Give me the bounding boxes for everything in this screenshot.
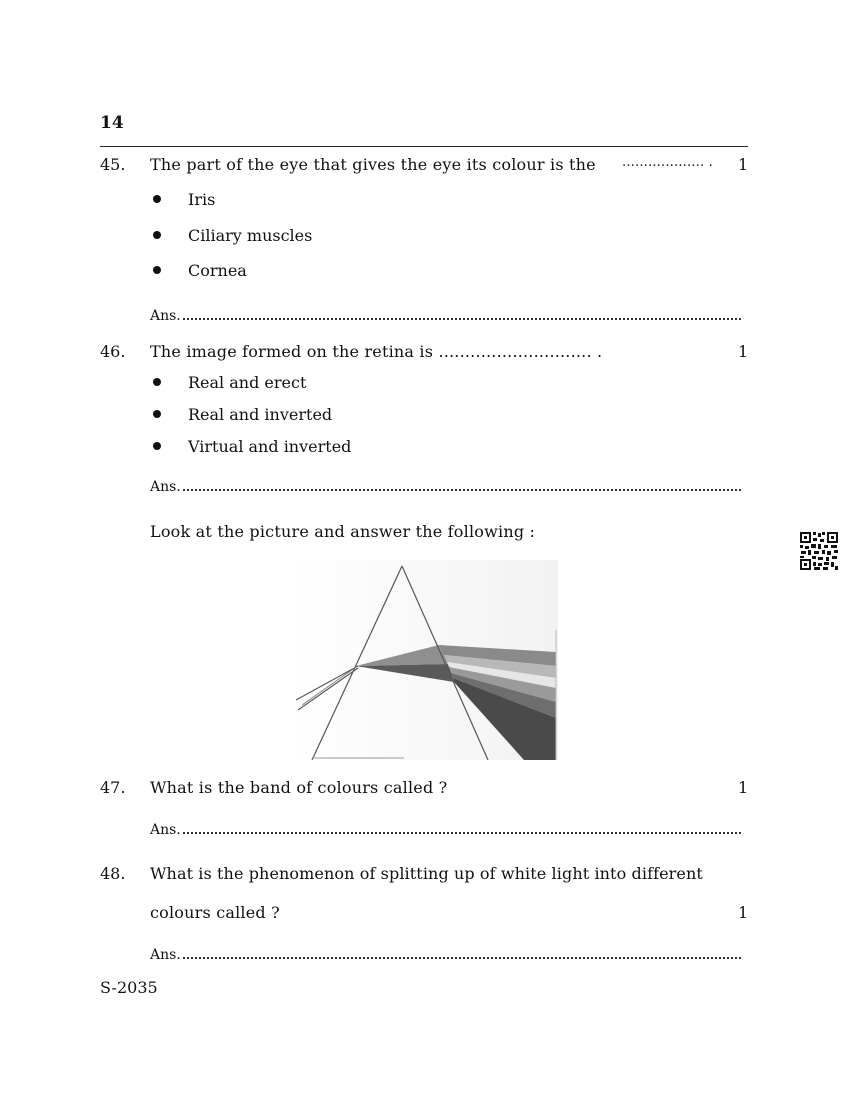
bullet-icon [153, 410, 161, 418]
question-45-number: 45. [100, 155, 126, 174]
header-rule [100, 146, 748, 147]
page-number: 14 [100, 113, 124, 133]
question-46-marks: 1 [738, 342, 749, 361]
answer-dots [183, 479, 741, 491]
question-46-number: 46. [100, 342, 126, 361]
question-48-answer-line[interactable] [150, 947, 741, 963]
question-45-marks: 1 [738, 155, 749, 174]
question-46-text: The image formed on the retina is ............................. . [150, 342, 603, 361]
question-45-option-1: Iris [188, 190, 216, 209]
question-47-number: 47. [100, 778, 126, 797]
answer-label: Ans. [150, 822, 181, 838]
answer-dots [183, 308, 741, 320]
answer-label: Ans. [150, 308, 181, 324]
bullet-icon [153, 195, 161, 203]
question-45-blank: ................... . [622, 155, 713, 170]
question-45-text: The part of the eye that gives the eye its colour is the [150, 155, 596, 174]
question-45-option-2: Ciliary muscles [188, 226, 313, 245]
question-47-text: What is the band of colours called ? [150, 778, 448, 797]
picture-instruction: Look at the picture and answer the following : [150, 522, 536, 541]
question-48-marks: 1 [738, 903, 749, 922]
question-45-answer-line[interactable] [150, 308, 741, 324]
bullet-icon [153, 378, 161, 386]
question-45-option-3: Cornea [188, 261, 247, 280]
question-46-option-3: Virtual and inverted [188, 437, 352, 456]
question-48-number: 48. [100, 864, 126, 883]
question-48-text-line2: colours called ? [150, 903, 280, 922]
bullet-icon [153, 266, 161, 274]
question-46-answer-line[interactable] [150, 479, 741, 495]
question-47-marks: 1 [738, 778, 749, 797]
footer-code: S-2035 [100, 978, 158, 997]
answer-dots [183, 947, 741, 959]
qr-code-icon [799, 531, 839, 571]
question-46-option-2: Real and inverted [188, 405, 333, 424]
answer-dots [183, 822, 741, 834]
answer-label: Ans. [150, 947, 181, 963]
question-48-text-line1: What is the phenomenon of splitting up of white light into different [150, 864, 703, 883]
question-47-answer-line[interactable] [150, 822, 741, 838]
bullet-icon [153, 231, 161, 239]
answer-label: Ans. [150, 479, 181, 495]
bullet-icon [153, 442, 161, 450]
prism-dispersion-figure [294, 560, 558, 760]
question-46-option-1: Real and erect [188, 373, 307, 392]
